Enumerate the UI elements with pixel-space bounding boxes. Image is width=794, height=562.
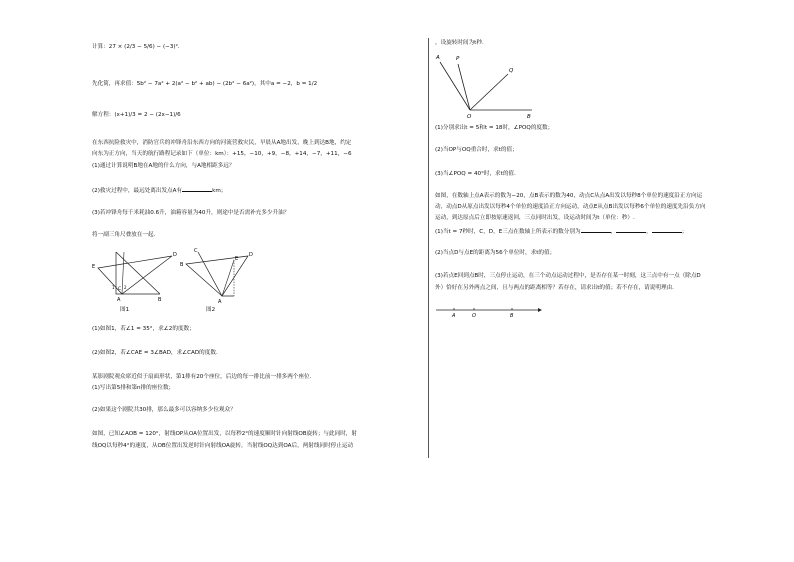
question-rescue-part3: (3)若冲锋舟每千米耗油0.6升，油箱容量为40升，则途中是否需补充多少升油？: [92, 210, 290, 216]
fig1-label-e: E: [92, 264, 96, 270]
question-rescue-part1: (1)通过计算说明B地在A地的什么方向，与A地相距多远？: [92, 163, 235, 169]
question-rescue-part2-text: (2)救灾过程中，最远处离出发点A有: [92, 188, 183, 194]
column-divider: [428, 38, 429, 458]
angle-label-o: O: [467, 114, 472, 120]
fig1-label-2: 2: [124, 285, 127, 290]
answer-blank-c[interactable]: [581, 226, 611, 233]
fig1-label-1: 1: [112, 285, 115, 290]
ray-oq: [470, 74, 508, 110]
fig2-triangle-a: [186, 256, 248, 296]
figure-1-caption: 图1: [120, 307, 130, 313]
fig2-label-a: A: [218, 299, 222, 305]
fig2-line-e: [222, 260, 234, 296]
question-numberline-part3-1: (3)若点E回到点B时，三点停止运动，在三个动点运动过程中，是否存在某一时刻，这三点中有一点（除点D: [435, 273, 701, 279]
angle-label-b: B: [527, 114, 531, 120]
question-numberline-part1-text: (1)当t = 7秒时，C，D，E三点在数轴上所表示的数分别为: [435, 229, 581, 235]
question-theater-part1: (1)写出第5排和第n排的座位数；: [92, 385, 175, 391]
question-rescue-part2: [92, 185, 226, 195]
separator: ，: [610, 229, 617, 235]
question-rescue-intro-1: 在东西抗险救灾中，消防官兵的冲锋舟沿东西方向的河流营救灾民，早晨从A地出发，晚上到达B地，约定: [92, 140, 352, 146]
question-rescue-part2-unit: km；: [212, 188, 227, 194]
numberline-label-o: O: [472, 313, 476, 319]
question-numberline-intro-1: 如图，在数轴上点A表示的数为−20，点B表示的数为40，动点C从点A出发以每秒8个单位的速度沿正方向运: [435, 193, 703, 199]
question-rotation-intro-1: 如图，已知∠AOB = 120°，射线OP从OA位置出发，以每秒2°的速度顺时针向射线OB旋转；与此同时，射: [92, 431, 357, 437]
numberline-label-a: A: [452, 313, 456, 319]
angle-label-q: Q: [509, 68, 514, 74]
question-numberline-part3-2: 外）恰好在另外两点之间，且与两点的距离相等？若存在，请求出t的值；若不存在，请说明理由.: [435, 285, 674, 291]
question-triangle-intro: 将一副三角尺叠放在一起.: [92, 232, 156, 238]
question-equation: 解方程：(x+1)/3 = 2 − (2x−1)/6: [92, 112, 181, 118]
figure-2-caption: 图2: [206, 307, 216, 313]
question-theater-part2: (2)如果这个剧院共30排，那么最多可以容纳多少位观众？: [92, 407, 236, 413]
answer-blank-e[interactable]: [652, 226, 682, 233]
fig2-label-b: B: [180, 262, 184, 268]
figure-1-set-squares: [92, 246, 177, 306]
question-rotation-intro-2: 线OQ以每秒4°的速度，从OB位置出发逆时针向射线OA旋转，当射线OQ达到OA后，两射线同时停止运动: [92, 443, 354, 449]
question-numberline-intro-2: 动，动点D从原点出发以每秒4个单位的速度沿正方向运动，动点E从点B出发以每秒6个单位的速度先沿负方向: [435, 204, 706, 210]
question-rotation-part2: (2)当OP与OQ重合时，求t的值；: [435, 147, 518, 153]
figure-angle-rotation: [434, 52, 544, 120]
question-rotation-part3: (3)当∠POQ = 40°时，求t的值.: [435, 171, 516, 177]
answer-blank-d[interactable]: [616, 226, 646, 233]
fig1-triangle-b: [98, 256, 172, 294]
fig1-label-b: B: [158, 297, 162, 303]
question-theater-intro: 某影剧院观众席近似于扇面形状，第1排有20个座位，后边的每一排比前一排多两个座位.: [92, 374, 312, 380]
fig2-label-e: E: [235, 256, 239, 262]
ray-op: [458, 64, 470, 110]
fig2-label-d: D: [249, 252, 253, 258]
fig1-label-c: C: [118, 287, 122, 292]
fig1-label-d: D: [173, 252, 177, 258]
question-triangle-part2: (2)如图2，若∠CAE = 3∠BAD，求∠CAD的度数.: [92, 350, 218, 356]
question-calc: 计算：27 × (2/3 − 5/6) − (−3)².: [92, 44, 180, 50]
question-numberline-part2: (2)当点D与点E的距离为56个单位时，求t的值；: [435, 250, 556, 256]
question-rescue-intro-2: 向东为正方向，当天的航行路程记录如下（单位：km）：+15，−10，+9，−8，+14，−7，+11，−6: [92, 151, 352, 157]
figure-2-set-squares: [178, 246, 258, 306]
question-numberline-intro-3: 运动，到达原点后立即按原速返回，三点同时出发，设运动时间为t（单位：秒）.: [435, 215, 635, 221]
ray-oa: [440, 62, 470, 110]
angle-label-a: A: [436, 55, 440, 61]
angle-label-p: P: [456, 56, 460, 62]
question-rotation-intro-3: ，设旋转时间为t秒.: [435, 40, 484, 46]
figure-number-line: [434, 302, 544, 322]
question-simplify: 先化简，再求值：5b² − 7a² + 2(a² − b² + ab) − (2b² − 6a²)，其中a = −2，b = 1/2: [92, 81, 318, 87]
answer-blank[interactable]: [182, 185, 212, 192]
fig1-label-a: A: [117, 297, 121, 303]
question-numberline-part1: [435, 226, 687, 236]
fig2-label-c: C: [194, 248, 198, 254]
terminator: ；: [681, 229, 688, 235]
numberline-label-b: B: [510, 313, 514, 319]
separator: ，: [646, 229, 652, 235]
question-triangle-part1: (1)如图1，若∠1 = 35°，求∠2的度数；: [92, 326, 195, 332]
number-line-arrow: [538, 308, 542, 312]
question-rotation-part1: (1)分别求出t = 5和t = 18时，∠POQ的度数；: [435, 125, 554, 131]
